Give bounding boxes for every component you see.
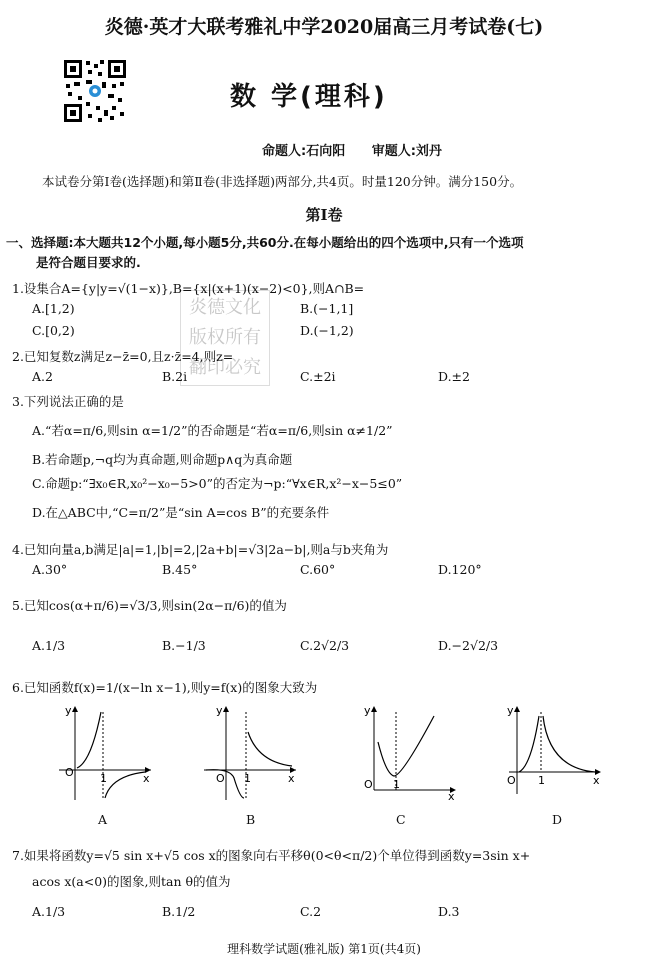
question-stem: 3.下列说法正确的是 <box>12 394 124 409</box>
option: C.[0,2) <box>32 323 75 338</box>
option: C.2√2/3 <box>300 638 350 653</box>
option: B.45° <box>162 562 198 577</box>
exam-intro: 本试卷分第Ⅰ卷(选择题)和第Ⅱ卷(非选择题)两部分,共4页。时量120分钟。满分150分。 <box>42 174 523 189</box>
qr-code <box>62 58 128 124</box>
y-label: y <box>65 704 72 717</box>
graph-a <box>55 702 155 802</box>
exam-title: 炎德·英才大联考雅礼中学2020届高三月考试卷(七) <box>104 16 544 38</box>
option: B.1/2 <box>162 904 196 919</box>
option: C.±2i <box>300 369 336 384</box>
option: A.1/3 <box>32 904 66 919</box>
x-label: x <box>593 774 600 787</box>
graph-c <box>360 702 460 802</box>
tick-one: 1 <box>244 772 251 785</box>
question-stem: 7.如果将函数y=√5 sin x+√5 cos x的图象向右平移θ(0<θ<π/2)个单位得到函数y=3sin x+ <box>12 848 531 863</box>
tick-one: 1 <box>538 774 545 787</box>
option: A.[1,2) <box>32 301 75 316</box>
watermark: 炎德文化 版权所有 翻印必究 <box>180 290 270 386</box>
option: C.60° <box>300 562 336 577</box>
origin-label: O <box>216 772 225 785</box>
question-stem-cont: acos x(a<0)的图象,则tan θ的值为 <box>32 874 231 889</box>
option: A.30° <box>32 562 68 577</box>
x-label: x <box>143 772 150 785</box>
graph-caption: C <box>396 812 406 827</box>
reviewer: 审题人:刘丹 <box>371 144 442 159</box>
part-instructions-cont: 是符合题目要求的. <box>36 255 141 270</box>
graph-b <box>200 702 300 802</box>
tick-one: 1 <box>100 772 107 785</box>
option: B.−1/3 <box>162 638 206 653</box>
question-stem: 2.已知复数z满足z−z̄=0,且z·z̄=4,则z= <box>12 349 234 364</box>
option: D.−2√2/3 <box>438 638 499 653</box>
origin-label: O <box>364 778 373 791</box>
option: C.2 <box>300 904 322 919</box>
option: A.“若α=π/6,则sin α=1/2”的否命题是“若α=π/6,则sin α≠1/2” <box>32 423 393 438</box>
option: A.2 <box>32 369 53 384</box>
section-title: 第Ⅰ卷 <box>305 206 343 224</box>
question-stem: 1.设集合A={y|y=√(1−x)},B={x|(x+1)(x−2)<0},则A∩B= <box>12 281 365 296</box>
setter: 命题人:石向阳 <box>262 144 346 159</box>
option: D.3 <box>438 904 460 919</box>
option: B.若命题p,¬q均为真命题,则命题p∧q为真命题 <box>32 452 293 467</box>
question-stem: 4.已知向量a,b满足|a|=1,|b|=2,|2a+b|=√3|2a−b|,则a与b夹角为 <box>12 542 389 557</box>
part-instructions: 一、选择题:本大题共12个小题,每小题5分,共60分.在每小题给出的四个选项中,只有一个选项 <box>6 235 524 250</box>
x-label: x <box>448 790 455 802</box>
graph-caption: B <box>246 812 256 827</box>
y-label: y <box>216 704 223 717</box>
option: D.(−1,2) <box>300 323 354 338</box>
origin-label: O <box>507 774 516 787</box>
option: B.(−1,1] <box>300 301 354 316</box>
tick-one: 1 <box>393 778 400 791</box>
option: D.120° <box>438 562 482 577</box>
option: D.在△ABC中,“C=π/2”是“sin A=cos B”的充要条件 <box>32 505 330 520</box>
y-label: y <box>507 704 514 717</box>
graph-caption: D <box>552 812 563 827</box>
authors <box>262 140 464 159</box>
y-label: y <box>364 704 371 717</box>
option: D.±2 <box>438 369 470 384</box>
graph-caption: A <box>98 812 108 827</box>
origin-label: O <box>65 766 74 779</box>
subject-title: 数 学(理科) <box>230 82 388 112</box>
option: A.1/3 <box>32 638 66 653</box>
page-footer: 理科数学试题(雅礼版) 第1页(共4页) <box>227 942 421 956</box>
option: C.命题p:“∃x₀∈R,x₀²−x₀−5>0”的否定为¬p:“∀x∈R,x²−x−5≤0” <box>32 476 403 491</box>
graph-d <box>505 702 605 802</box>
question-stem: 6.已知函数f(x)=1/(x−ln x−1),则y=f(x)的图象大致为 <box>12 680 318 695</box>
option: B.2i <box>162 369 188 384</box>
question-stem: 5.已知cos(α+π/6)=√3/3,则sin(2α−π/6)的值为 <box>12 598 287 613</box>
x-label: x <box>288 772 295 785</box>
